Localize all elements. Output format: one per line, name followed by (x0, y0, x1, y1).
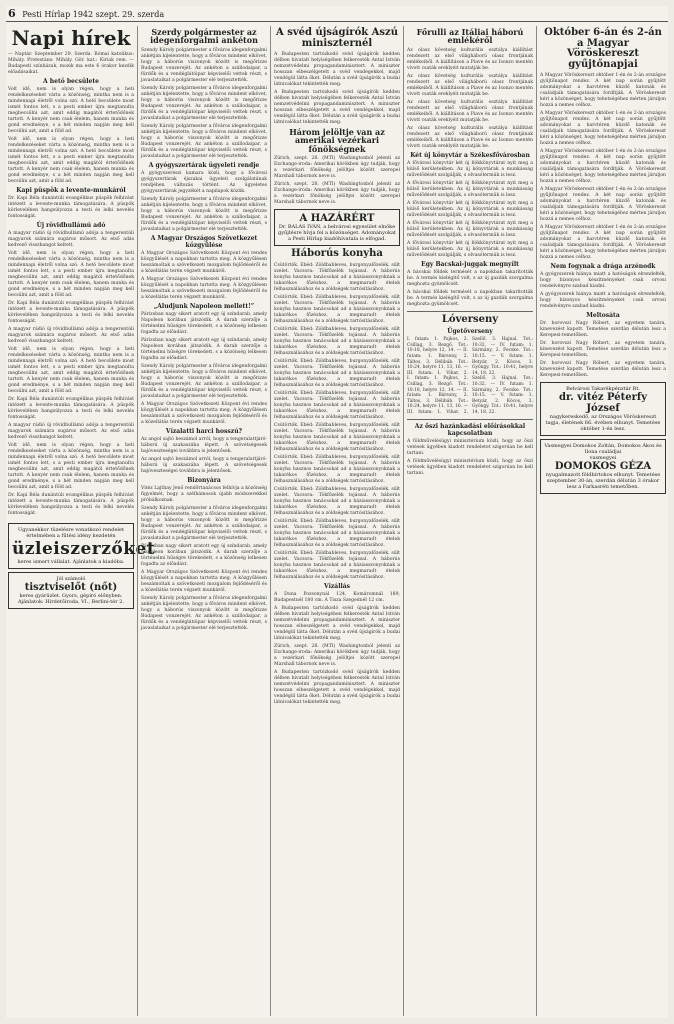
obituary-prefix: vasmegyei (589, 455, 617, 461)
article-body: Csütörtök. Ebéd: Zöldbableves, burgonyafőzelék, sült szelet. Vacsora: Tökfőzelék tojással. A háborús konyha hasznos tanácsokat ad a háziasszonyoknak a takarékos főzéshez, a megmaradt ételek felhasználásához és a zöldségek tartósításához. (274, 390, 400, 420)
article-body: Dr. Kapi Béla dunántúli evangélikus püspök felhívást intézett a levente-munka támogatására. A püspök körlevelében hangsúlyozza a testi és lelki nevelés fontosságát. (8, 301, 134, 324)
column-divider (536, 26, 537, 1016)
article-body: Dr. borovszi Nagy Róbert, az egyetem tanára, kinevezést kapott. Temetése szerdán délután lesz a Kerepesi-temetőben. (540, 341, 666, 358)
article-title: Kapi püspök a levente-munkáról (16, 187, 126, 194)
page-number: 6 (8, 7, 16, 20)
article-body: A magyar rádió új rövidhullámú adója a tengerentúli magyarok számára sugároz műsort. Az első adás kedvező visszhangot keltett. (8, 327, 134, 344)
article-body: Szendy Károly polgármester a főváros idegenforgalmi ankétján kijelentette, hogy a főváros mindent elkövet, hogy a háborús viszonyok között is megőrizze Budapest vonzerejét. Az ankéton a szállodaipar, a fürdők és a vendéglátóipar képviselői vettek részt, s javaslataikat a polgármester elé terjesztették. (141, 363, 267, 399)
article-title: Vízállás (323, 582, 351, 590)
column-4 (407, 26, 533, 1016)
article-title: Lóverseny (441, 313, 499, 325)
article-body: Párizsban nagy sikert aratott egy új színdarab, amely Napoleon korában játszódik. A darab szerzője a történelmi hűségre törekedett, s a közönség lelkesen fogadta az előadást. (141, 543, 267, 567)
column-5 (540, 26, 666, 1016)
article-body: A gyógyszerek hiánya miatt a hatóságok elrendelték, hogy bizonyos készítményeket csak orvosi rendelvényre szabad kiadni. (540, 272, 666, 289)
ad-footer: keres gyárüzlet. Gyors, gépíró előnyben. Ajánlatok: Hirdetőiroda, VI., Berlini-tér 2. (18, 593, 124, 605)
article-body: Zürich, szept. 28. (MTI) Washingtonból jelenti az Exchange-iroda: Amerikai körökben úgy tudják, hogy a vezérkari főnökség jelöltjei között szerepel Marshall tábornok neve is. (274, 182, 400, 206)
column-divider (137, 26, 138, 1016)
article-title: Egy Bacskai-juggak megnyílt (421, 260, 519, 268)
section-title: Napi hírek (11, 26, 131, 50)
article-body: Az olasz követség kulturális osztálya kiállítást rendezett az első világháború olasz frontjának emlékeiből. A kiállításon a Piave és az Isonzo mentén vívott csaták ereklyéit mutatják be. (407, 125, 533, 149)
article-body: Az angol sajtó beszámol arról, hogy a tengeralattjáró-háború új szakaszába lépett. A szövetségesek hajóveszteségei továbbra is jelentősek. (141, 456, 267, 474)
article-body: A Magyar Vöröskereszt október 1-én és 2-án országos gyűjtőnapot rendez. A két nap során gyűjtött adományokat a harctéren küzdő katonák és családjaik támogatására fordítják. A Vöröskereszt kéri a közönséget, hogy tehetségéhez mérten járuljon hozzá a nemes célhoz. (540, 149, 666, 184)
intro-text: — Naptár. Szeptember 29. Szerda. Római katolikus: Mihály. Protestáns: Mihály. Gör. kat.: Kiriak rem. — Budapesti színházak, mozik ma este 6 órakor kezdik előadásaikat. (8, 52, 134, 75)
article-body: Vitéz Lajthay Jenő rendőrtanácsos felhívja a közönség figyelmét, hogy a szélhámosok újabb módszerekkel próbálkoznak. (141, 485, 267, 503)
article-title: Szerdy polgármester az idegenforgalmi ankéton (150, 27, 258, 46)
article-body: A magyar rádió új rövidhullámú adója a tengerentúli magyarok számára sugároz műsort. Az első adás kedvező visszhangot keltett. (8, 423, 134, 440)
article-body: Az olasz követség kulturális osztálya kiállítást rendezett az első világháború olasz frontjának emlékeiből. A kiállításon a Piave és az Isonzo mentén vívott csaták ereklyéit mutatják be. (407, 73, 533, 97)
column-1 (8, 26, 156, 1016)
article-title: Meltosáta (586, 312, 620, 319)
article-title: Két új könyvtár a Székesfővárosban (410, 151, 530, 159)
article-body: Szendy Károly polgármester a főváros idegenforgalmi ankétján kijelentette, hogy a főváros mindent elkövet, hogy a háborús viszonyok között is megőrizze Budapest vonzerejét. Az ankéton a szállodaipar, a fürdők és a vendéglátóipar képviselői vettek részt, s javaslataikat a polgármester elé terjesztették. (141, 123, 267, 159)
article-body: Volt idő, nem is olyan régen, hogy a heti rendelkezéseket várta a közönség, mintha nem is a mindennapi életről volna szó. A hetö becsülete most ismét fontos lett, s a pesti ember újra megtanulta megbecsülni azt, amit eddig magától értetődőnek tartott. A kenyér nem csak élelem, hanem munka és gond eredménye, s a hét minden napján meg kell becsülni azt, amit a föld ad. (8, 347, 134, 394)
article-body: Dr. borovszi Nagy Róbert, az egyetem tanára, kinevezést kapott. Temetése szerdán délután lesz a Kerepesi-temetőben. (540, 361, 666, 378)
article-body: Volt idő, nem is olyan régen, hogy a heti rendelkezéseket várta a közönség, mintha nem is a mindennapi életről volna szó. A hetö becsülete most ismét fontos lett, s a pesti ember újra megtanulta megbecsülni azt, amit eddig magától értetődőnek tartott. A kenyér nem csak élelem, hanem munka és gond eredménye, s a hét minden napján meg kell becsülni azt, amit a föld ad. (8, 443, 134, 490)
article-body: Dr. Kapi Béla dunántúli evangélikus püspök felhívást intézett a levente-munka támogatására. A püspök körlevelében hangsúlyozza a testi és lelki nevelés fontosságát. (8, 493, 134, 516)
article-body: Csütörtök. Ebéd: Zöldbableves, burgonyafőzelék, sült szelet. Vacsora: Tökfőzelék tojással. A háborús konyha hasznos tanácsokat ad a háziasszonyoknak a takarékos főzéshez, a megmaradt ételek felhasználásához és a zöldségek tartósításához. (274, 262, 400, 292)
article-body: A fővárosi könyvtár két új fiókkönyvtárat nyit meg a külső kerületekben. Az új könyvtárak a munkásság művelődését szolgálják, s olvasótermük is lesz. (407, 200, 533, 218)
ad-small-text: Jól számoló (56, 576, 86, 582)
article-body: A földművelésügyi minisztérium közli, hogy az őszi vetések ügyében kiadott rendeletet szigorúan be kell tartani. (407, 458, 533, 476)
article-body: A Magyar Országos Szövetkezeti Központ évi rendes közgyűlését a napokban tartotta meg. A közgyűlésen beszámoltak a szövetkezeti mozgalom fejlődéséről és a közellátás terén végzett munkáról. (141, 276, 267, 300)
article-body: Az olasz követség kulturális osztálya kiállítást rendezett az első világháború olasz frontjának emlékeiből. A kiállításon a Piave és az Isonzo mentén vívott csaták ereklyéit mutatják be. (407, 47, 533, 71)
article-body: Csütörtök. Ebéd: Zöldbableves, burgonyafőzelék, sült szelet. Vacsora: Tökfőzelék tojással. A háborús konyha hasznos tanácsokat ad a háziasszonyoknak a takarékos főzéshez, a megmaradt ételek felhasználásához és a zöldségek tartósításához. (274, 358, 400, 388)
column-2 (141, 26, 267, 1016)
article-body: A fővárosi könyvtár két új fiókkönyvtárat nyit meg a külső kerületekben. Az új könyvtárak a munkásság művelődését szolgálják, s olvasótermük is lesz. (407, 160, 533, 178)
article-body: Csütörtök. Ebéd: Zöldbableves, burgonyafőzelék, sült szelet. Vacsora: Tökfőzelék tojással. A háborús konyha hasznos tanácsokat ad a háziasszonyoknak a takarékos főzéshez, a megmaradt ételek felhasználásához és a zöldségek tartósításához. (274, 422, 400, 452)
article-body: A bácskai földek termését a napokban takarították be. A termés kielégítő volt, s az új gazdák szorgalma meghozta gyümölcsét. (407, 269, 533, 287)
article-body: Az olasz követség kulturális osztálya kiállítást rendezett az első világháború olasz frontjának emlékeiből. A kiállításon a Piave és az Isonzo mentén vívott csaták ereklyéit mutatják be. (407, 99, 533, 123)
article-body: Dr. Kapi Béla dunántúli evangélikus püspök felhívást intézett a levente-munka támogatására. A püspök körlevelében hangsúlyozza a testi és lelki nevelés fontosságát. (8, 397, 134, 420)
masthead (6, 6, 668, 22)
article-body: Zürich, szept. 28. (MTI) Washingtonból jelenti az Exchange-iroda: Amerikai körökben úgy tudják, hogy a vezérkari főnökség jelöltjei között szerepel Marshall tábornok neve is. (274, 643, 400, 667)
article-body: Csütörtök. Ebéd: Zöldbableves, burgonyafőzelék, sült szelet. Vacsora: Tökfőzelék tojással. A háborús konyha hasznos tanácsokat ad a háziasszonyoknak a takarékos főzéshez, a megmaradt ételek felhasználásához és a zöldségek tartósításához. (274, 326, 400, 356)
article-body: A földművelésügyi minisztérium közli, hogy az őszi vetések ügyében kiadott rendeletet szigorúan be kell tartani. (407, 438, 533, 456)
article-body: Csütörtök. Ebéd: Zöldbableves, burgonyafőzelék, sült szelet. Vacsora: Tökfőzelék tojással. A háborús konyha hasznos tanácsokat ad a háziasszonyoknak a takarékos főzéshez, a megmaradt ételek felhasználásához és a zöldségek tartósításához. (274, 518, 400, 548)
masthead-text: Pesti Hírlap 1942 szept. 29. szerda (22, 10, 165, 19)
article-body: Dr. Kapi Béla dunántúli evangélikus püspök felhívást intézett a levente-munka támogatására. A püspök körlevelében hangsúlyozza a testi és lelki nevelés fontosságát. (8, 196, 134, 219)
divider (407, 419, 533, 420)
article-body: Volt idő, nem is olyan régen, hogy a heti rendelkezéseket várta a közönség, mintha nem is a mindennapi életről volna szó. A hetö becsülete most ismét fontos lett, s a pesti ember újra megtanulta megbecsülni azt, amit eddig magától értetődőnek tartott. A kenyér nem csak élelem, hanem munka és gond eredménye, s a hét minden napján meg kell becsülni azt, amit a föld ad. (8, 137, 134, 184)
article-body: A Magyar Vöröskereszt október 1-én és 2-án országos gyűjtőnapot rendez. A két nap során gyűjtött adományokat a harctéren küzdő katonák és családjaik támogatására fordítják. A Vöröskereszt kéri a közönséget, hogy tehetségéhez mérten járuljon hozzá a nemes célhoz. (540, 187, 666, 222)
article-body: Szendy Károly polgármester a főváros idegenforgalmi ankétján kijelentette, hogy a főváros mindent elkövet, hogy a háborús viszonyok között is megőrizze Budapest vonzerejét. Az ankéton a szállodaipar, a fürdők és a vendéglátóipar képviselői vettek részt, s javaslataikat a polgármester elé terjesztették. (141, 47, 267, 83)
article-body: Dr. borovszi Nagy Róbert, az egyetem tanára, kinevezést kapott. Temetése szerdán délután lesz a Kerepesi-temetőben. (540, 321, 666, 338)
article-body: A Magyar Vöröskereszt október 1-én és 2-án országos gyűjtőnapot rendez. A két nap során gyűjtött adományokat a harctéren küzdő katonák és családjaik támogatására fordítják. A Vöröskereszt kéri a közönséget, hogy tehetségéhez mérten járuljon hozzá a nemes célhoz. (540, 73, 666, 108)
article-body: A Magyar Vöröskereszt október 1-én és 2-án országos gyűjtőnapot rendez. A két nap során gyűjtött adományokat a harctéren küzdő katonák és családjaik támogatására fordítják. A Vöröskereszt kéri a közönséget, hogy tehetségéhez mérten járuljon hozzá a nemes célhoz. (540, 225, 666, 260)
article-subtitle: Ügetőverseny (447, 328, 493, 336)
article-body: A fővárosi könyvtár két új fiókkönyvtárat nyit meg a külső kerületekben. Az új könyvtárak a munkásság művelődését szolgálják, s olvasótermük is lesz. (407, 220, 533, 238)
article-body: A Budapesten tartózkodó svéd újságírók kedden délben hivatalt helyiségében felkeresték Antal István nemzetvédelmi propagandaminisztert. A miniszter hosszan elbeszélgetett a svéd vendégekkel, majd vendégül látta őket. Délután a svéd újságírók a budai látnivalókat tekintették meg. (274, 52, 400, 87)
article-body: Szendy Károly polgármester a főváros idegenforgalmi ankétján kijelentette, hogy a főváros mindent elkövet, hogy a háborús viszonyok között is megőrizze Budapest vonzerejét. Az ankéton a szállodaipar, a fürdők és a vendéglátóipar képviselői vettek részt, s javaslataikat a polgármester elé terjesztették. (141, 595, 267, 631)
article-title: A gyógyszertárak ügyeleti rendje (148, 161, 260, 169)
article-body: Csütörtök. Ebéd: Zöldbableves, burgonyafőzelék, sült szelet. Vacsora: Tökfőzelék tojással. A háborús konyha hasznos tanácsokat ad a háziasszonyoknak a takarékos főzéshez, a megmaradt ételek felhasználásához és a zöldségek tartósításához. (274, 294, 400, 324)
article-body: A Magyar Országos Szövetkezeti Központ évi rendes közgyűlését a napokban tartotta meg. A közgyűlésen beszámoltak a szövetkezeti mozgalom fejlődéséről és a közellátás terén végzett munkáról. (141, 401, 267, 425)
article-body: Volt idő, nem is olyan régen, hogy a heti rendelkezéseket várta a közönség, mintha nem is a mindennapi életről volna szó. A hetö becsülete most ismét fontos lett, s a pesti ember újra megtanulta megbecsülni azt, amit eddig magától értetődőnek tartott. A kenyér nem csak élelem, hanem munka és gond eredménye, s a hét minden napján meg kell becsülni azt, amit a föld ad. (8, 251, 134, 298)
article-body: A Magyar Országos Szövetkezeti Központ évi rendes közgyűlését a napokban tartotta meg. A közgyűlésen beszámoltak a szövetkezeti mozgalom fejlődéséről és a közellátás terén végzett munkáról. (141, 250, 267, 274)
ad-headline: A HAZÁRÉRT (299, 213, 375, 225)
article-body: Csütörtök. Ebéd: Zöldbableves, burgonyafőzelék, sült szelet. Vacsora: Tökfőzelék tojással. A háborús konyha hasznos tanácsokat ad a háziasszonyoknak a takarékos főzéshez, a megmaradt ételek felhasználásához és a zöldségek tartósításához. (274, 550, 400, 580)
article-title: Október 6-án és 2-án a Magyar Vöröskereszt gyűjtőnapjai (544, 27, 662, 70)
article-title: A hetö becsülete (43, 78, 99, 85)
article-body: Párizsban nagy sikert aratott egy új színdarab, amely Napoleon korában játszódik. A darab szerzője a történelmi hűségre törekedett, s a közönség lelkesen fogadta az előadást. (141, 337, 267, 361)
article-body: A Budapesten tartózkodó svéd újságírók kedden délben hivatalt helyiségében felkeresték Antal István nemzetvédelmi propagandaminisztert. A miniszter hosszan elbeszélgetett a svéd vendégekkel, majd vendégül látta őket. Délután a svéd újságírók a budai látnivalókat tekintették meg. (274, 90, 400, 125)
article-title: A Magyar Országos Szövetkezet közgyűlése (150, 234, 258, 249)
obituary-name: DOMOKOS GÉZA (554, 461, 652, 472)
article-title: Főrulli az Itáliai háború emlékéről (416, 27, 524, 46)
ad-box-2 (8, 572, 134, 609)
article-body: Szendy Károly polgármester a főváros idegenforgalmi ankétján kijelentette, hogy a főváros mindent elkövet, hogy a háborús viszonyok között is megőrizze Budapest vonzerejét. Az ankéton a szállodaipar, a fürdők és a vendéglátóipar képviselői vettek részt, s javaslataikat a polgármester elé terjesztették. (141, 85, 267, 121)
ad-headline: tisztviselőt (nőt) (24, 582, 118, 593)
article-body: Volt idő, nem is olyan régen, hogy a heti rendelkezéseket várta a közönség, mintha nem is a mindennapi életről volna szó. A hetö becsülete most ismét fontos lett, s a pesti ember újra megtanulta megbecsülni azt, amit eddig magától értetődőnek tartott. A kenyér nem csak élelem, hanem munka és gond eredménye, s a hét minden napján meg kell becsülni azt, amit a föld ad. (8, 87, 134, 134)
article-title: Bizonyára (187, 476, 221, 484)
article-title: Három jelöltje van az amerikai vezérkari főnökségnek (289, 127, 385, 154)
obituary-pre: Belvárosi Takarékpénztár Rt. (566, 386, 640, 392)
obituary-box-1 (540, 382, 666, 436)
article-title: Háborús konyha (291, 248, 383, 260)
article-body: Zürich, szept. 28. (MTI) Washingtonból jelenti az Exchange-iroda: Amerikai körökben úgy tudják, hogy a vezérkari főnökség jelöltjei között szerepel Marshall tábornok neve is. (274, 156, 400, 180)
column-divider (270, 26, 271, 1016)
divider (407, 311, 533, 312)
article-body: A Magyar Országos Szövetkezeti Központ évi rendes közgyűlését a napokban tartotta meg. A közgyűlésen beszámoltak a szövetkezeti mozgalom fejlődéséről és a közellátás terén végzett munkáról. (141, 569, 267, 593)
article-body: A Budapesten tartózkodó svéd újságírók kedden délben hivatalt helyiségében felkeresték Antal István nemzetvédelmi propagandaminisztert. A miniszter hosszan elbeszélgetett a svéd vendégekkel, majd vendégül látta őket. Délután a svéd újságírók a budai látnivalókat tekintették meg. (274, 669, 400, 705)
article-body: A Magyar Vöröskereszt október 1-én és 2-án országos gyűjtőnapot rendez. A két nap során gyűjtött adományokat a harctéren küzdő katonák és családjaik támogatására fordítják. A Vöröskereszt kéri a közönséget, hogy tehetségéhez mérten járuljon hozzá a nemes célhoz. (540, 111, 666, 146)
ad-footer: keres ismert vállalat. Ajánlatok a kiadóba. (17, 559, 125, 565)
obituary-body: nyugalmazott földbirtokos elhunyt. Temetése szeptember 30-án, szerdán délután 3 órakor lesz a Farkasréti temetőben. (545, 472, 661, 490)
ad-body: Dr. BALÁS IVÁN, a belvárosi egyesület elnöke gyűjtésre hívja fel a közönséget. Adományokat a Pesti Hírlap kiadóhivatala is elfogad. (278, 224, 396, 243)
article-body: A fővárosi könyvtár két új fiókkönyvtárat nyit meg a külső kerületekben. Az új könyvtárak a munkásság művelődését szolgálják, s olvasótermük is lesz. (407, 180, 533, 198)
article-title: A svéd újságírók Aszú miniszternél (276, 27, 398, 49)
ad-box-1 (8, 523, 156, 569)
article-title: Vízalatti harci hosszú? (165, 427, 243, 435)
column-divider (403, 26, 404, 1016)
article-title: Új rövidhullámú adó (36, 222, 106, 229)
ad-small-text: Ugyanekkor tüzelésre vonatkozó rendelet értelmében a fűtési idény kezdetén (18, 527, 124, 539)
article-body: A Duna Pozsonynál 124, Komáromnál 189, Budapestnél 180 cm. A Tisza Szegednél 12 cm. (274, 591, 400, 603)
article-body: Párizsban nagy sikert aratott egy új színdarab, amely Napoleon korában játszódik. A darab szerzője a történelmi hűségre törekedett, s a közönség lelkesen fogadta az előadást. (141, 311, 267, 335)
article-body: A bácskai földek termését a napokban takarították be. A termés kielégítő volt, s az új gazdák szorgalma meghozta gyümölcsét. (407, 289, 533, 307)
race-results: I. futam: 1. Pajkos, 2. Csillag, 3. Rezgő. Tot.: 10:18, helyre 12, 14. — II. futam: 1. Bársony, 2. Táltos, 3. Délibáb. Tot.: 10:24, helyre 11, 13, 16. — III. futam: 1. Vihar, 2. Szellő, 3. Hajnal. Tot.: 10:32. — IV. futam: 1. Sármány, 2. Fecske. Tot.: 10:15. — V. futam: 1. Betyár, 2. Kócos, 3. Gyöngy. Tot.: 10:41, helyre 14, 18, 22. (407, 376, 533, 415)
article-body: A Budapesten tartózkodó svéd újságírók kedden délben hivatalt helyiségében felkeresték Antal István nemzetvédelmi propagandaminisztert. A miniszter hosszan elbeszélgetett a svéd vendégekkel, majd vendégül látta őket. Délután a svéd újságírók a budai látnivalókat tekintették meg. (274, 605, 400, 641)
article-body: A gyógyszerészi kamara közli, hogy a fővárosi gyógyszertárak éjszakai ügyeleti szolgálatának rendjében változás történt. Az ügyeletes gyógyszertárak jegyzékét a napilapok közlik. (141, 170, 267, 194)
ad-box-hazaert (274, 209, 400, 246)
ad-headline: üzleiszerzőket (12, 539, 156, 559)
article-body: A magyar rádió új rövidhullámú adója a tengerentúli magyarok számára sugároz műsort. Az első adás kedvező visszhangot keltett. (8, 231, 134, 248)
article-body: A gyógyszerek hiánya miatt a hatóságok elrendelték, hogy bizonyos készítményeket csak orvosi rendelvényre szabad kiadni. (540, 292, 666, 309)
article-body: Csütörtök. Ebéd: Zöldbableves, burgonyafőzelék, sült szelet. Vacsora: Tökfőzelék tojással. A háborús konyha hasznos tanácsokat ad a háziasszonyoknak a takarékos főzéshez, a megmaradt ételek felhasználásához és a zöldségek tartósításához. (274, 454, 400, 484)
race-results: I. futam: 1. Pajkos, 2. Csillag, 3. Rezgő. Tot.: 10:18, helyre 12, 14. — II. futam: 1. Bársony, 2. Táltos, 3. Délibáb. Tot.: 10:24, helyre 11, 13, 16. — III. futam: 1. Vihar, 2. Szellő, 3. Hajnal. Tot.: 10:32. — IV. futam: 1. Sármány, 2. Fecske. Tot.: 10:15. — V. futam: 1. Betyár, 2. Kócos, 3. Gyöngy. Tot.: 10:41, helyre 14, 18, 22. (407, 337, 533, 376)
article-body: Az angol sajtó beszámol arról, hogy a tengeralattjáró-háború új szakaszába lépett. A szövetségesek hajóveszteségei továbbra is jelentősek. (141, 436, 267, 454)
article-body: Csütörtök. Ebéd: Zöldbableves, burgonyafőzelék, sült szelet. Vacsora: Tökfőzelék tojással. A háborús konyha hasznos tanácsokat ad a háziasszonyoknak a takarékos főzéshez, a megmaradt ételek felhasználásához és a zöldségek tartósításához. (274, 486, 400, 516)
newspaper-page (6, 6, 668, 1018)
obituary-name: dr. vitéz Péterfy József (558, 392, 648, 414)
article-body: A fővárosi könyvtár két új fiókkönyvtárat nyit meg a külső kerületekben. Az új könyvtárak a munkásság művelődését szolgálják, s olvasótermük is lesz. (407, 240, 533, 258)
article-body: Szendy Károly polgármester a főváros idegenforgalmi ankétján kijelentette, hogy a főváros mindent elkövet, hogy a háborús viszonyok között is megőrizze Budapest vonzerejét. Az ankéton a szállodaipar, a fürdők és a vendéglátóipar képviselői vettek részt, s javaslataikat a polgármester elé terjesztették. (141, 505, 267, 541)
obituary-pre: Vasmegyei Domokos Zoltán, Domokos Ákos és Ilona családjai (544, 443, 662, 455)
column-3 (274, 26, 400, 1016)
article-title: Nem fogynak a drága arzénodk (550, 263, 656, 270)
article-body: Szendy Károly polgármester a főváros idegenforgalmi ankétján kijelentette, hogy a főváros mindent elkövet, hogy a háborús viszonyok között is megőrizze Budapest vonzerejét. Az ankéton a szállodaipar, a fürdők és a vendéglátóipar képviselői vettek részt, s javaslataikat a polgármester elé terjesztették. (141, 196, 267, 232)
obituary-box-2 (540, 439, 666, 494)
obituary-body: nagykereskedő, az Országos Vöröskereszt tagja, életének 66. évében elhunyt. Temetése október 1-én lesz. (545, 414, 661, 432)
article-title: „Aludjunk Napoleon mellett!” (153, 302, 255, 310)
article-title: Az őszi hazánkadási előírásokkal kapcsolatban (414, 422, 526, 437)
